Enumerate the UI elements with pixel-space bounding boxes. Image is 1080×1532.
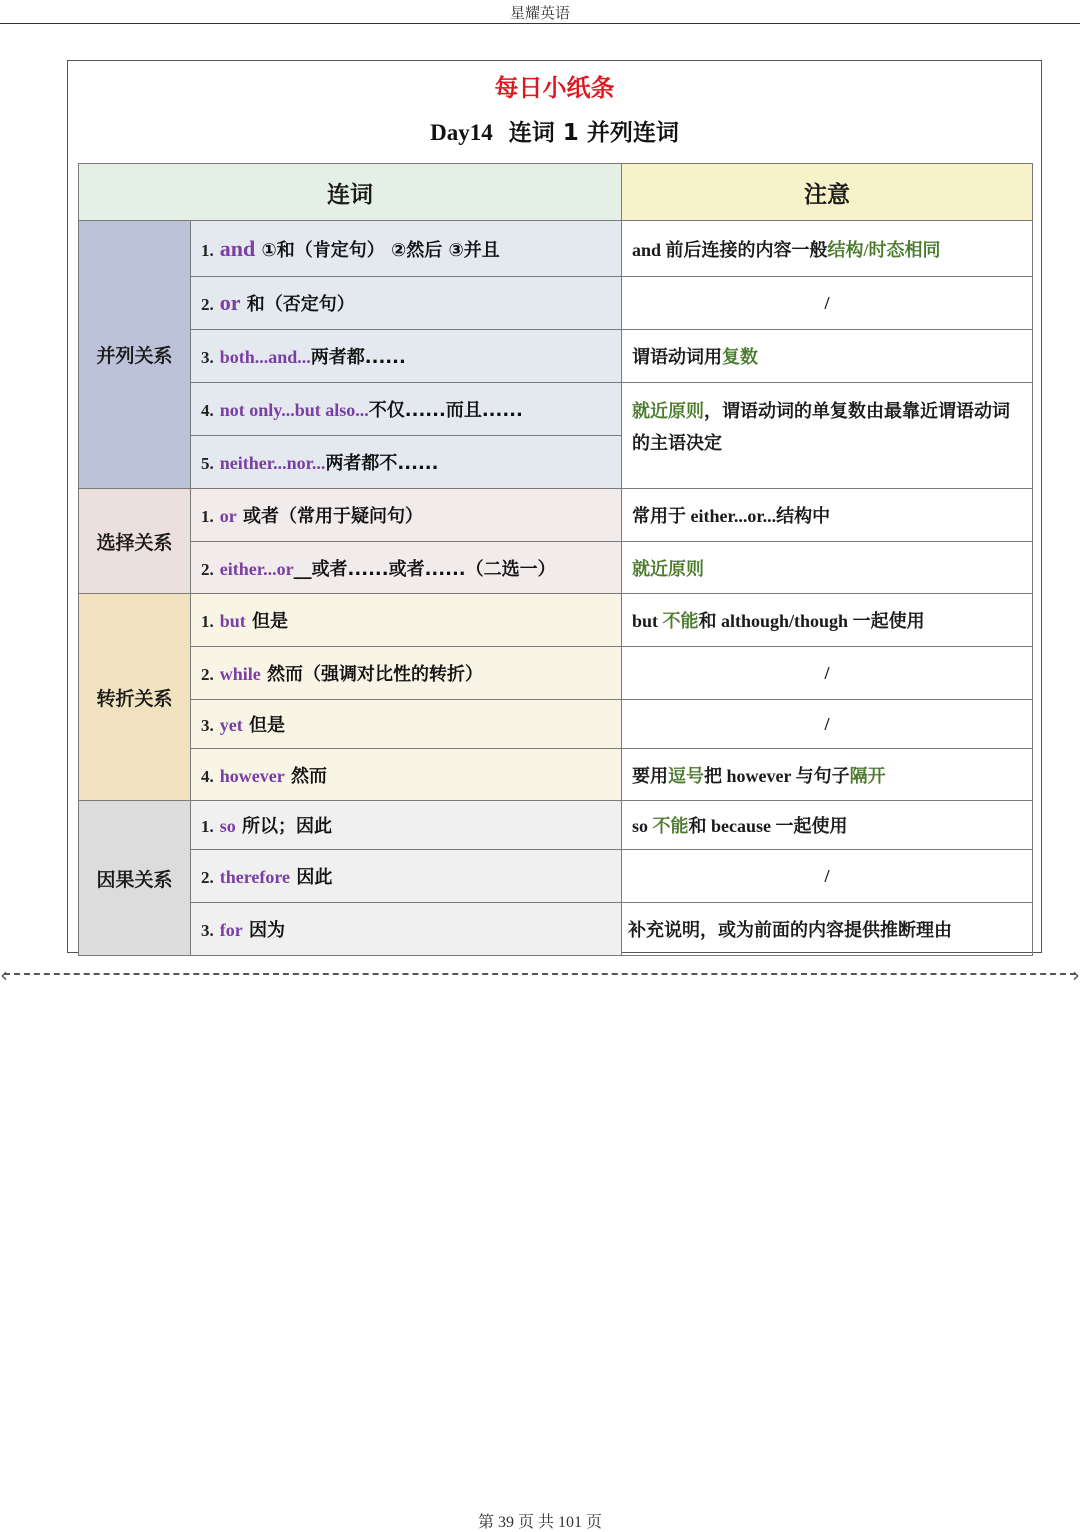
- table-row: [79, 801, 1033, 850]
- page-title: 每日小纸条: [494, 74, 615, 102]
- note-cell: 谓语动词用复数: [622, 330, 1033, 383]
- conjunction-cell: 1. but 但是: [191, 594, 622, 647]
- column-header-note: 注意: [622, 164, 1033, 221]
- category-causal: 因果关系: [79, 801, 191, 956]
- page-subtitle: [67, 114, 1042, 147]
- category-coordinate: 并列关系: [79, 221, 191, 489]
- conjunction-cell: 1. and ①和（肯定句） ②然后 ③并且: [191, 221, 622, 277]
- note-cell: /: [622, 277, 1033, 330]
- conjunction-cell: 3. for 因为: [191, 903, 622, 956]
- table-row: [79, 594, 1033, 647]
- category-contrast: 转折关系: [79, 594, 191, 801]
- table-row: [79, 221, 1033, 277]
- note-cell: /: [622, 850, 1033, 903]
- conjunction-cell: 2. or 和（否定句）: [191, 277, 622, 330]
- note-cell: 常用于 either...or...结构中: [622, 489, 1033, 542]
- note-cell: 就近原则，谓语动词的单复数由最靠近谓语动词的主语决定: [622, 383, 1033, 489]
- note-cell: and 前后连接的内容一般结构/时态相同: [622, 221, 1033, 277]
- table-row: [79, 383, 1033, 436]
- conjunction-cell: 5. neither...nor...两者都不......: [191, 436, 622, 489]
- conjunction-cell: 4. however 然而: [191, 749, 622, 801]
- note-cell: so 不能和 because 一起使用: [622, 801, 1033, 850]
- table-row: [79, 489, 1033, 542]
- note-cell: /: [622, 700, 1033, 749]
- cut-left-arrow-icon: ‹: [0, 963, 8, 987]
- table-row: [79, 700, 1033, 749]
- table-row: [79, 850, 1033, 903]
- note-cell: 补充说明，或为前面的内容提供推断理由: [622, 903, 1033, 956]
- table-row: [79, 903, 1033, 956]
- note-cell: 要用逗号把 however 与句子隔开: [622, 749, 1033, 801]
- conjunction-cell: 2. therefore 因此: [191, 850, 622, 903]
- table-row: [79, 542, 1033, 594]
- table-row: [79, 277, 1033, 330]
- column-header-conjunction: 连词: [79, 164, 622, 221]
- header-divider: [0, 23, 1080, 24]
- cut-line: [4, 973, 1076, 975]
- conjunction-cell: 1. or 或者（常用于疑问句）: [191, 489, 622, 542]
- conjunction-table: [78, 163, 1033, 956]
- conjunction-cell: 2. while 然而（强调对比性的转折）: [191, 647, 622, 700]
- page-footer: 第 39 页 共 101 页: [477, 1514, 602, 1531]
- table-row: [79, 749, 1033, 801]
- subtitle-topic: 连词 1 并列连词: [508, 120, 679, 146]
- conjunction-cell: 4. not only...but also...不仅......而且......: [191, 383, 622, 436]
- category-alternative: 选择关系: [79, 489, 191, 594]
- note-cell: /: [622, 647, 1033, 700]
- table-header-row: [79, 164, 1033, 221]
- header-title: 星耀英语: [509, 6, 570, 22]
- table-row: [79, 647, 1033, 700]
- note-cell: 就近原则: [622, 542, 1033, 594]
- subtitle-day: Day14: [430, 120, 493, 145]
- table-row: [79, 330, 1033, 383]
- cut-right-arrow-icon: ›: [1072, 963, 1080, 987]
- note-cell: but 不能和 although/though 一起使用: [622, 594, 1033, 647]
- conjunction-cell: 2. either...or__或者......或者......（二选一）: [191, 542, 622, 594]
- conjunction-cell: 3. both...and...两者都......: [191, 330, 622, 383]
- conjunction-cell: 1. so 所以；因此: [191, 801, 622, 850]
- conjunction-cell: 3. yet 但是: [191, 700, 622, 749]
